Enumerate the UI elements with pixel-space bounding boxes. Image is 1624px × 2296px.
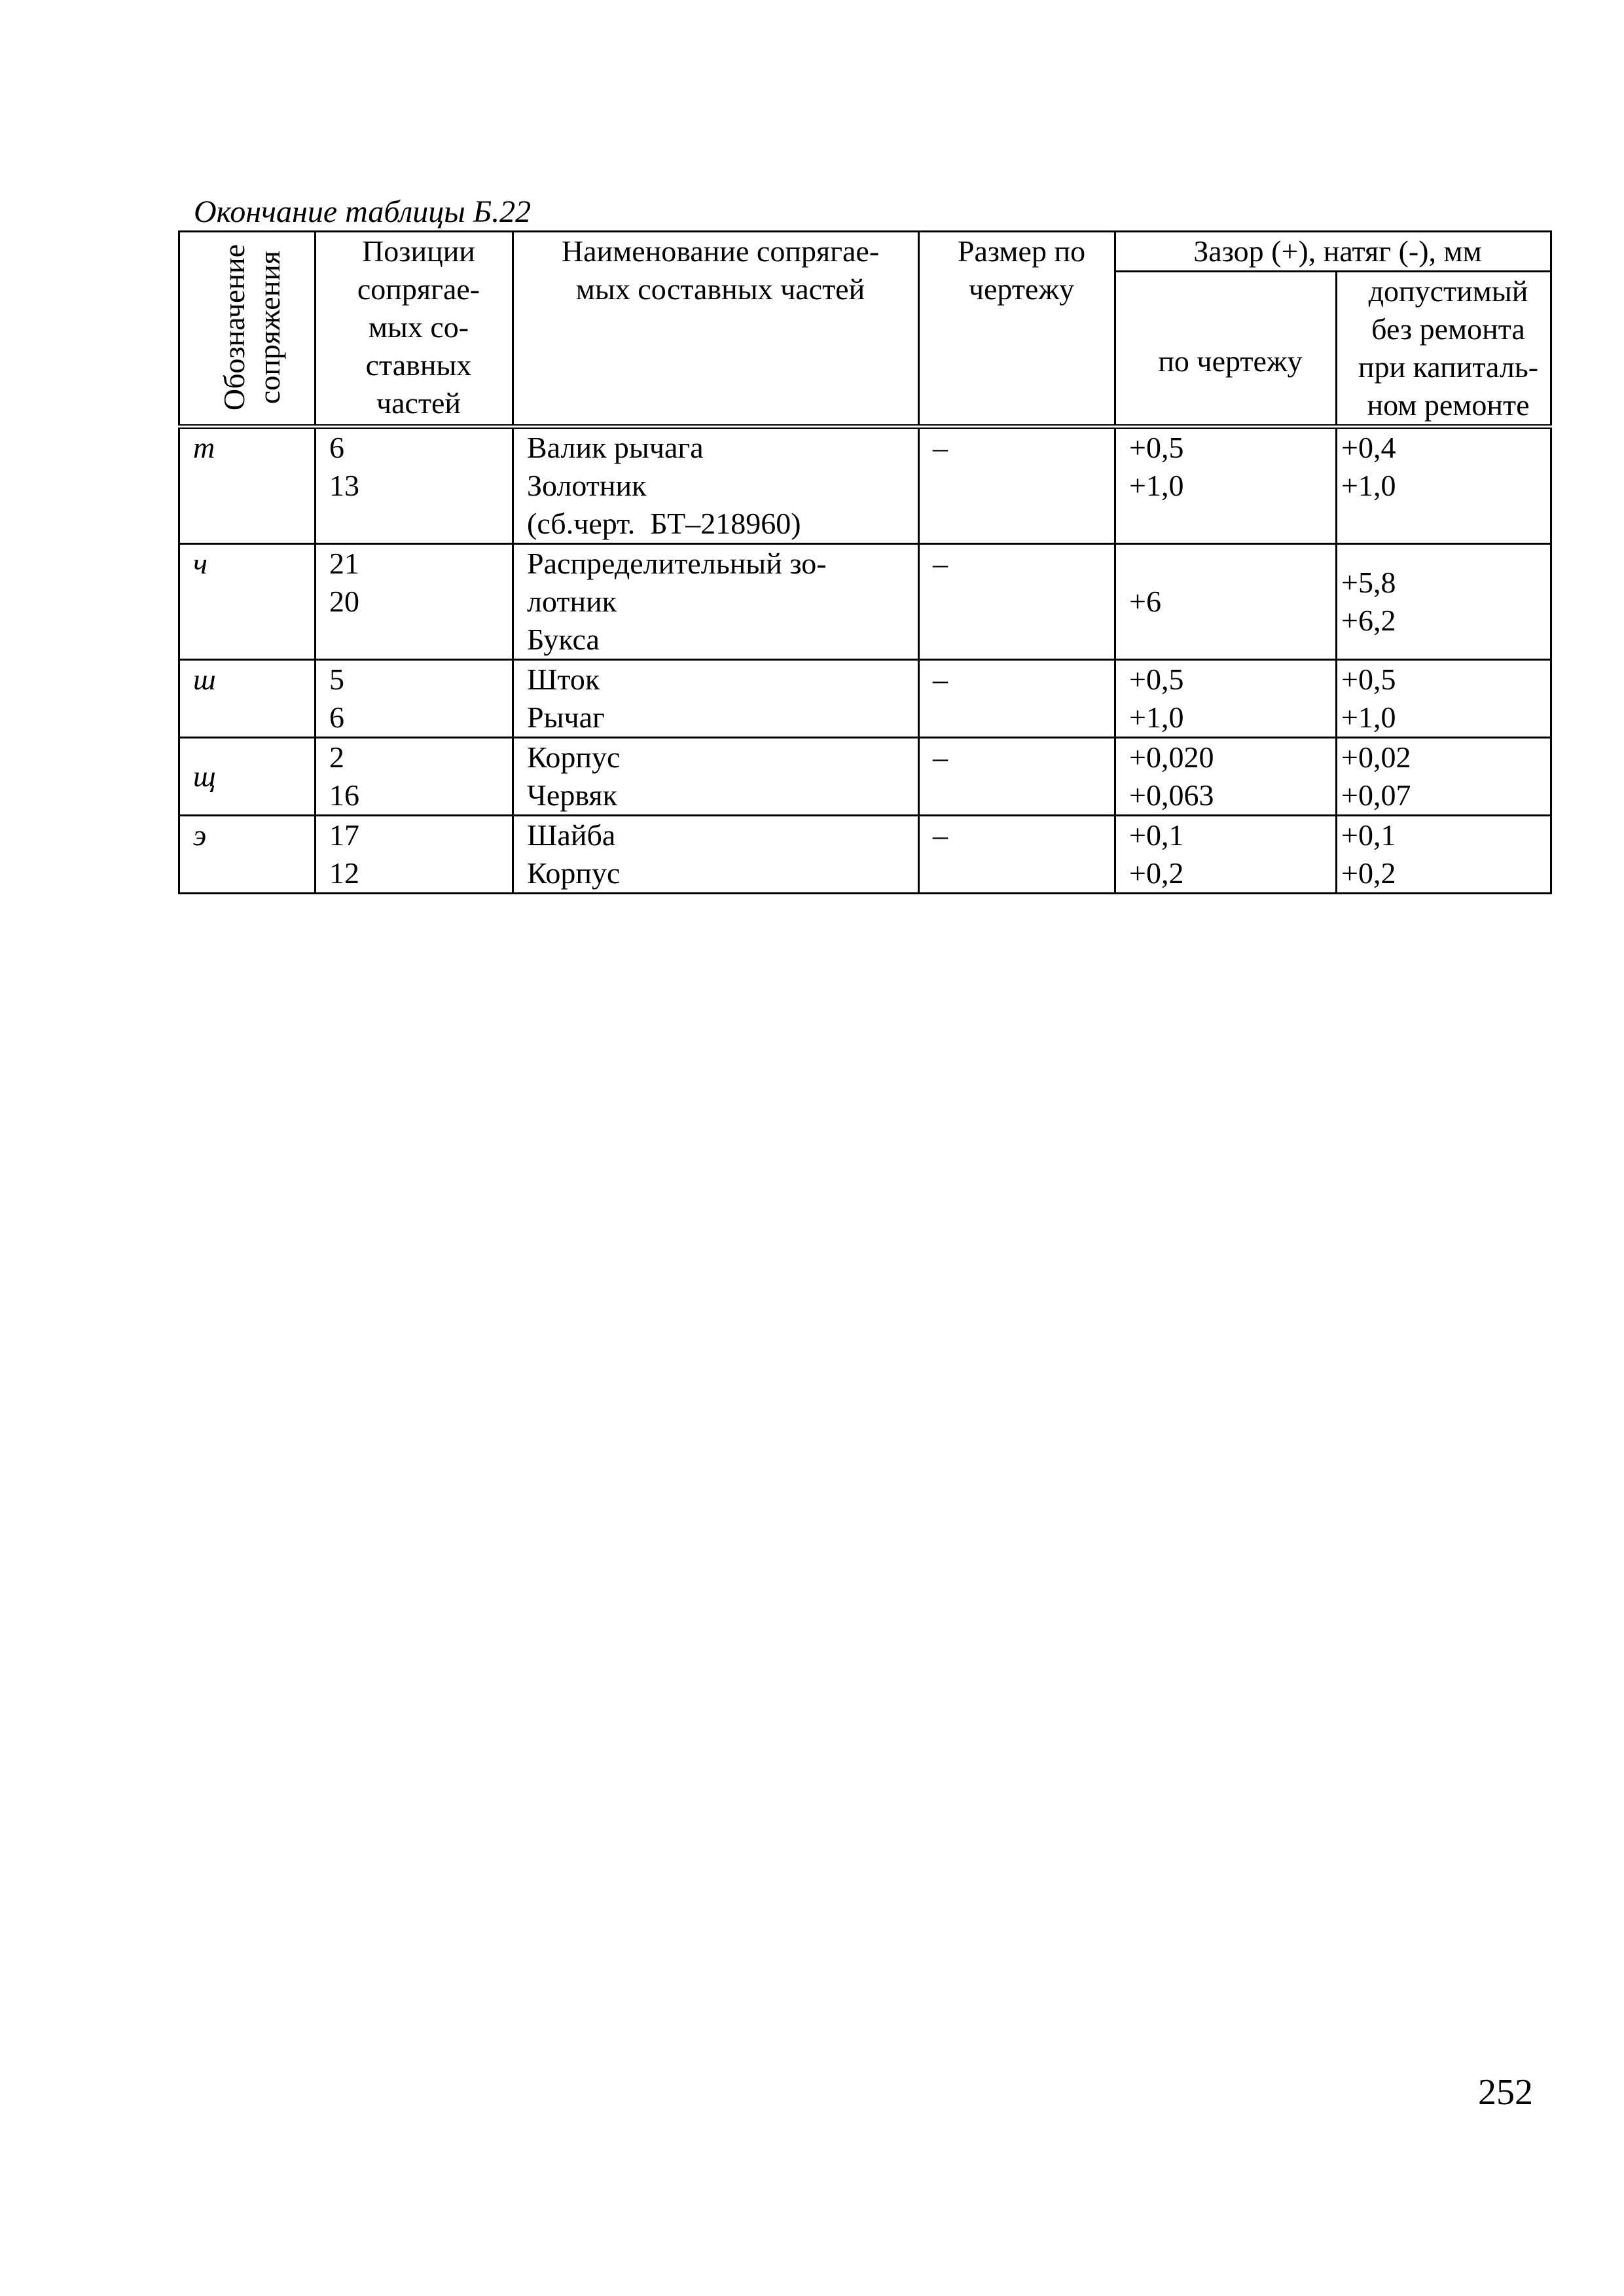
- table-row: [179, 738, 1551, 816]
- names-cell: Распределительный зо- лотник Букса: [513, 544, 919, 660]
- size-cell: –: [919, 738, 1115, 816]
- table-row: [179, 660, 1551, 738]
- allowable-cell: +0,5 +1,0: [1337, 660, 1551, 738]
- size-cell: –: [919, 544, 1115, 660]
- names-cell: Корпус Червяк: [513, 738, 919, 816]
- allowable-cell: +0,1 +0,2: [1337, 816, 1551, 894]
- positions-cell: 5 6: [316, 660, 513, 738]
- size-cell: –: [919, 816, 1115, 894]
- size-cell: –: [919, 660, 1115, 738]
- designation-cell: т: [179, 427, 316, 544]
- table-row: [179, 544, 1551, 660]
- table-row: [179, 816, 1551, 894]
- table-row: [179, 427, 1551, 544]
- header-positions: Позиции сопрягае- мых со- ставных частей: [316, 232, 513, 427]
- drawing-cell: +0,5 +1,0: [1115, 427, 1337, 544]
- header-designation: Обозначение сопряжения: [179, 232, 316, 427]
- positions-cell: 21 20: [316, 544, 513, 660]
- header-drawing-size: Размер по чертежу: [919, 232, 1115, 427]
- page-number: 252: [1478, 2072, 1533, 2113]
- allowable-cell: +0,02 +0,07: [1337, 738, 1551, 816]
- designation-cell: ч: [179, 544, 316, 660]
- size-cell: –: [919, 427, 1115, 544]
- header-by-drawing: по чертежу: [1115, 272, 1337, 427]
- allowable-cell: +0,4 +1,0: [1337, 427, 1551, 544]
- drawing-cell: +0,5 +1,0: [1115, 660, 1337, 738]
- names-cell: Валик рычага Золотник (сб.черт. БТ–218960): [513, 427, 919, 544]
- allowable-cell: +5,8 +6,2: [1337, 544, 1551, 660]
- drawing-cell: +0,1 +0,2: [1115, 816, 1337, 894]
- positions-cell: 6 13: [316, 427, 513, 544]
- positions-cell: 17 12: [316, 816, 513, 894]
- drawing-cell: +6: [1115, 544, 1337, 660]
- names-cell: Шайба Корпус: [513, 816, 919, 894]
- designation-cell: щ: [179, 738, 316, 816]
- header-gap-group: Зазор (+), натяг (-), мм: [1115, 232, 1551, 272]
- table-caption: Окончание таблицы Б.22: [194, 194, 532, 229]
- designation-cell: э: [179, 816, 316, 894]
- designation-cell: ш: [179, 660, 316, 738]
- drawing-cell: +0,020 +0,063: [1115, 738, 1337, 816]
- mating-parts-table: [178, 230, 1552, 894]
- header-allowable: допустимый без ремонта при капиталь- ном ремонте: [1337, 272, 1551, 427]
- positions-cell: 2 16: [316, 738, 513, 816]
- header-part-names: Наименование сопрягае- мых составных частей: [513, 232, 919, 427]
- names-cell: Шток Рычаг: [513, 660, 919, 738]
